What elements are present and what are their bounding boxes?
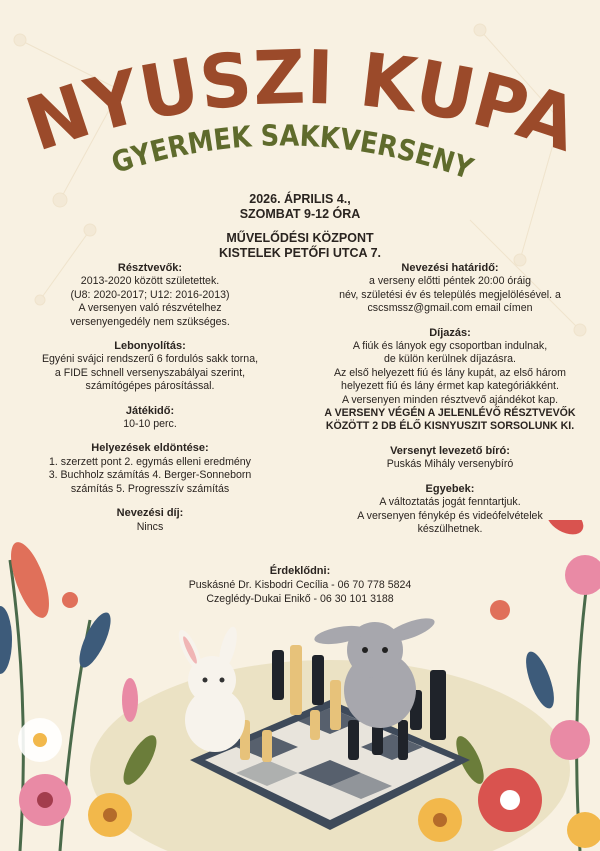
- info-section: [300, 445, 600, 472]
- right-info-column: [300, 262, 600, 547]
- info-section: [300, 327, 600, 434]
- highlight-line: KÖZÖTT 2 DB ÉLŐ KISNYUSZIT SORSOLUNK KI.: [325, 420, 575, 433]
- section-line: a verseny előtti péntek 20:00 óráig: [369, 275, 531, 288]
- section-heading: Helyezések eldöntése:: [91, 442, 209, 455]
- poster-title: NYUSZI KUPA: [16, 34, 590, 170]
- section-line: 1. szerzett pont 2. egymás elleni eredmény: [49, 455, 251, 468]
- section-heading: Lebonyolítás:: [114, 340, 186, 353]
- event-time: SZOMBAT 9-12 ÓRA: [239, 207, 361, 221]
- highlight-line: A VERSENY VÉGÉN A JELENLÉVŐ RÉSZTVEVŐK: [324, 407, 576, 420]
- section-line: helyezett fiú és lány érmet kap kategóriákként.: [341, 380, 559, 393]
- event-date: 2026. ÁPRILIS 4.,: [249, 192, 351, 206]
- contact-heading: Érdeklődni:: [269, 565, 331, 577]
- section-line: a FIDE schnell versenyszabályai szerint,: [54, 366, 246, 379]
- section-line: A versenyen fénykép és videófelvételek: [357, 509, 543, 522]
- info-section: [0, 340, 300, 394]
- contact-line: Puskásné Dr. Kisbodri Cecília - 06 70 778 5824: [188, 579, 412, 591]
- section-line: A fiúk és lányok egy csoportban indulnak,: [352, 340, 548, 353]
- info-section: [0, 262, 300, 329]
- section-line: de külön kerülnek díjazásra.: [384, 353, 516, 366]
- section-line: készülhetnek.: [417, 522, 483, 535]
- section-line: (U8: 2020-2017; U12: 2016-2013): [70, 288, 230, 301]
- info-section: [0, 405, 300, 432]
- section-heading: Nevezési határidő:: [401, 262, 499, 274]
- section-line: 2013-2020 között születettek.: [80, 275, 220, 288]
- section-heading: Résztvevők:: [117, 262, 183, 274]
- info-section: [300, 262, 600, 316]
- section-heading: Nevezési díj:: [116, 507, 184, 520]
- event-address: KISTELEK PETŐFI UTCA 7.: [218, 246, 382, 260]
- section-heading: Játékidő:: [125, 404, 175, 417]
- chess-bunnies-illustration: [0, 520, 600, 851]
- section-line: A versenyen való részvételhez: [78, 302, 222, 315]
- section-line: A változtatás jogát fenntartjuk.: [379, 496, 521, 509]
- section-line: 3. Buchholz számítás 4. Berger-Sonneborn: [48, 469, 252, 482]
- section-line: A versenyen minden résztvevő ajándékot kap.: [341, 393, 559, 406]
- poster-subtitle: GYERMEK SAKKVERSENY: [107, 118, 480, 187]
- section-line: név, születési év és település megjelölésével. a: [339, 288, 561, 301]
- info-section: [0, 442, 300, 496]
- event-venue: MŰVELŐDÉSI KÖZPONT: [226, 231, 374, 245]
- left-info-column: [0, 262, 300, 545]
- section-heading: Versenyt levezető bíró:: [390, 444, 510, 457]
- section-line: Nincs: [136, 520, 164, 533]
- event-datetime: [0, 192, 600, 222]
- event-location: [0, 231, 600, 261]
- section-heading: Díjazás:: [429, 326, 471, 339]
- section-line: számítás 5. Progresszív számítás: [70, 482, 230, 495]
- contact-line: Czeglédy-Dukai Enikő - 06 30 101 3188: [206, 593, 394, 605]
- title-block: [0, 0, 600, 200]
- section-heading: Egyebek:: [425, 482, 475, 495]
- section-line: 10-10 perc.: [123, 418, 177, 431]
- section-line: cscsmssz@gmail.com email címen: [367, 302, 533, 315]
- section-line: számítógépes párosítással.: [85, 380, 215, 393]
- section-line: Az első helyezett fiú és lány kupát, az első három: [333, 366, 566, 379]
- section-line: versenyengedély nem szükséges.: [70, 315, 230, 328]
- section-line: Egyéni svájci rendszerű 6 fordulós sakk torna,: [41, 353, 259, 366]
- section-line: Puskás Mihály versenybíró: [386, 458, 514, 471]
